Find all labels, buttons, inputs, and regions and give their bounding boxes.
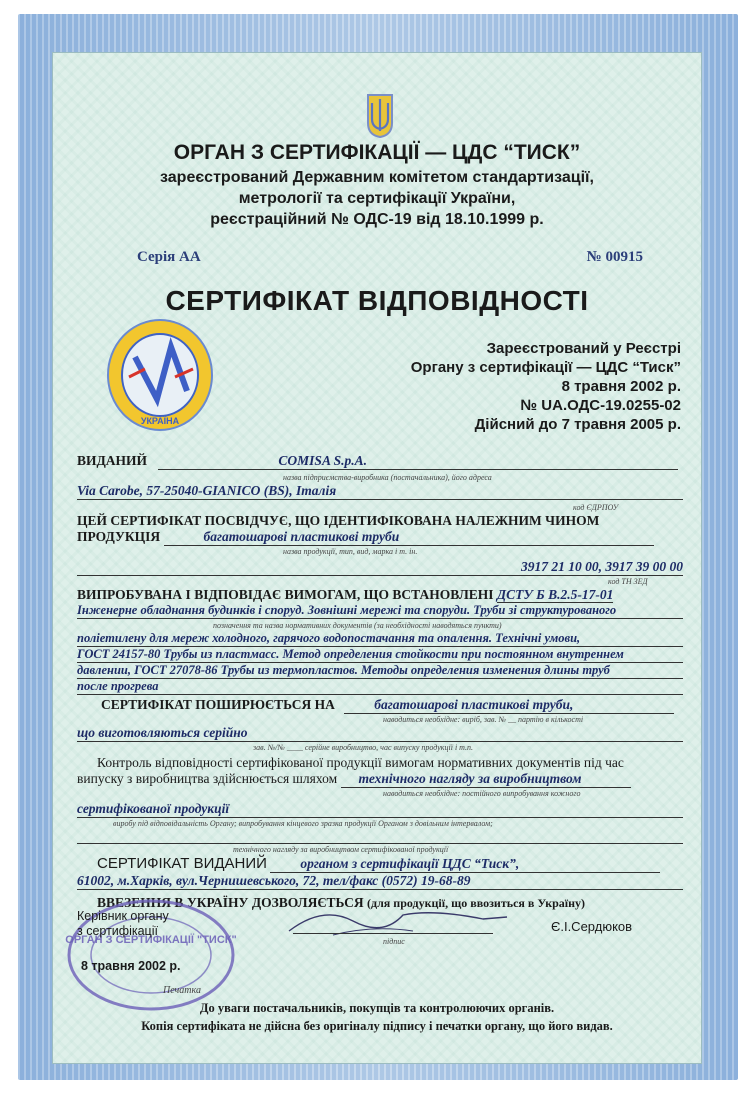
tested-label: ВИПРОБУВАНА І ВІДПОВІДАЄ ВИМОГАМ, ЩО ВСТАНОВЛЕНІ	[77, 587, 494, 602]
signoff-date: 8 травня 2002 р.	[81, 959, 181, 973]
extends-line	[344, 697, 674, 714]
issuer-registration	[53, 167, 701, 230]
standard-text-5: после прогрева	[77, 679, 683, 695]
signature-line	[293, 933, 493, 934]
footer-notice-2: Копія сертифіката не дійсна без оригіналу підпису і печатки органу, що його видав.	[141, 1019, 613, 1033]
control-blank-line	[77, 829, 683, 844]
extends-row	[77, 697, 683, 714]
registry-number: № UA.ОДС-19.0255-02	[520, 397, 681, 414]
issued-line	[158, 453, 678, 470]
standard-text-1: Інженерне обладнання будинків і споруд. Зовнішні мережі та споруди. Труби зі структурованого	[77, 603, 683, 619]
standard-text-3: ГОСТ 24157-80 Трубы из пластмасс. Метод определения стойкости при постоянном внутреннем	[77, 647, 683, 663]
extends-value: багатошарові пластикові труби,	[374, 697, 574, 712]
control-hint: наводиться необхідне: постійного випробування кожного	[383, 789, 581, 798]
issuer-line-3: метрології та сертифікації України,	[238, 190, 516, 207]
certified-products: сертифікованої продукції	[77, 801, 230, 816]
control-method-line	[341, 771, 631, 788]
product-hint: назва продукції, тип, вид, марка і т. ін.	[283, 547, 418, 556]
head-title	[77, 909, 169, 939]
control-row-3	[77, 801, 683, 818]
codes-row	[77, 559, 683, 576]
validity: Дійсний до 7 травня 2005 р.	[474, 416, 681, 433]
seal-text: ОРГАН З СЕРТИФІКАЦІЇ "ТИСК"	[65, 934, 237, 946]
control-row	[77, 771, 683, 788]
issuedby-value: органом з сертифікації ЦДС “Тиск”,	[300, 856, 520, 871]
signature-image	[283, 901, 513, 941]
serial-hint: зав. №/№ ____ серійне виробництво, час випуску продукції і т.п.	[253, 743, 474, 752]
control-hint-3: технічного нагляду за виробництвом сертифікованої продукції	[233, 845, 449, 854]
issued-row	[77, 453, 683, 470]
extends-label: СЕРТИФІКАТ ПОШИРЮЄТЬСЯ НА	[101, 697, 335, 712]
issued-hint: назва підприємства-виробника (постачальника), його адреса	[283, 473, 492, 482]
tested-row	[77, 587, 683, 603]
certificate-border	[18, 14, 738, 1080]
standard-dstu: ДСТУ Б В.2.5-17-01	[496, 587, 614, 602]
product-label: ПРОДУКЦІЯ	[77, 529, 161, 544]
document-title: СЕРТИФІКАТ ВІДПОВІДНОСТІ	[165, 285, 589, 316]
import-label: ВВЕЗЕННЯ В УКРАЇНУ ДОЗВОЛЯЄТЬСЯ	[97, 895, 364, 910]
registry-block	[351, 339, 681, 434]
extends-hint: наводиться необхідне: виріб, зав. № __ партію в кількості	[383, 715, 584, 724]
certifies-line: ЦЕЙ СЕРТИФІКАТ ПОСВІДЧУЄ, ЩО ІДЕНТИФІКОВАНА НАЛЕЖНИМ ЧИНОМ	[77, 513, 600, 528]
issuer-line-4: реєстраційний № ОДС-19 від 18.10.1999 р.	[210, 211, 544, 228]
serial-row	[77, 725, 683, 742]
edrpou-hint: код ЄДРПОУ	[573, 503, 619, 512]
issuedby-address: 61002, м.Харків, вул.Чернишевського, 72, тел/факс (0572) 19-68-89	[77, 873, 683, 890]
product-line	[164, 529, 654, 546]
registry-date: 8 травня 2002 р.	[561, 378, 681, 395]
standard-text-4: давлении, ГОСТ 27078-86 Трубы из термопластов. Методы определения изменения длины труб	[77, 663, 683, 679]
product-name: багатошарові пластикові труби	[203, 529, 400, 544]
trident-emblem-icon	[364, 93, 396, 139]
standard-hint: позначення та назва нормативних документів (за необхідності наводяться пункти)	[213, 621, 502, 630]
address-row	[77, 483, 683, 500]
registry-line-2: Органу з сертифікації — ЦДС “Тиск”	[410, 359, 681, 376]
hs-codes: 3917 21 10 00, 3917 39 00 00	[521, 559, 683, 574]
hs-code-hint: код ТН ЗЕД	[608, 577, 648, 586]
emblem-label: УКРАЇНА	[140, 416, 180, 426]
registry-line-1: Зареєстрований у Реєстрі	[486, 340, 681, 357]
company-name: COMISA S.p.A.	[278, 453, 367, 468]
serial-production: що виготовляються серійно	[77, 725, 248, 740]
control-method: технічного нагляду за виробництвом	[358, 771, 582, 786]
standard-text-2: поліетилену для мереж холодного, гарячого водопостачання та опалення. Технічні умови,	[77, 631, 683, 647]
certificate-body	[52, 52, 702, 1064]
company-address: Via Carobe, 57-25040-GIANICO (BS), Італія	[77, 483, 337, 498]
issuedby-row	[77, 855, 683, 873]
control-line-1: Контроль відповідності сертифікованої продукції вимогам нормативних документів під час	[97, 755, 624, 770]
head-title-2: з сертифікації	[77, 924, 158, 938]
issuedby-label: СЕРТИФІКАТ ВИДАНИЙ	[97, 855, 267, 872]
series-label: Серія АА	[137, 249, 201, 265]
issuedby-line	[270, 856, 660, 873]
footer-notice-1: До уваги постачальників, покупців та контролюючих органів.	[199, 1001, 555, 1015]
head-title-1: Керівник органу	[77, 909, 169, 923]
certificate-number: № 00915	[586, 249, 643, 265]
signer-name: Є.І.Сердюков	[551, 919, 633, 934]
control-line-2: випуску з виробництва здійснюється шляхом	[77, 771, 338, 786]
certification-mark-icon	[105, 317, 215, 433]
product-row	[77, 529, 683, 546]
import-note: (для продукції, що ввозиться в Україну)	[367, 896, 586, 910]
issuer-title: ОРГАН З СЕРТИФІКАЦІЇ — ЦДС “ТИСК”	[173, 141, 581, 164]
seal-hint: Печатка	[163, 985, 201, 996]
issuer-line-2: зареєстрований Державним комітетом стандартизації,	[160, 169, 594, 186]
issued-label: ВИДАНИЙ	[77, 453, 148, 468]
control-hint-2: виробу під відповідальність Органу; випробування кінцевого зразка продукції Органом з довільним інтервалом;	[113, 819, 493, 828]
signature-hint: підпис	[383, 937, 405, 946]
